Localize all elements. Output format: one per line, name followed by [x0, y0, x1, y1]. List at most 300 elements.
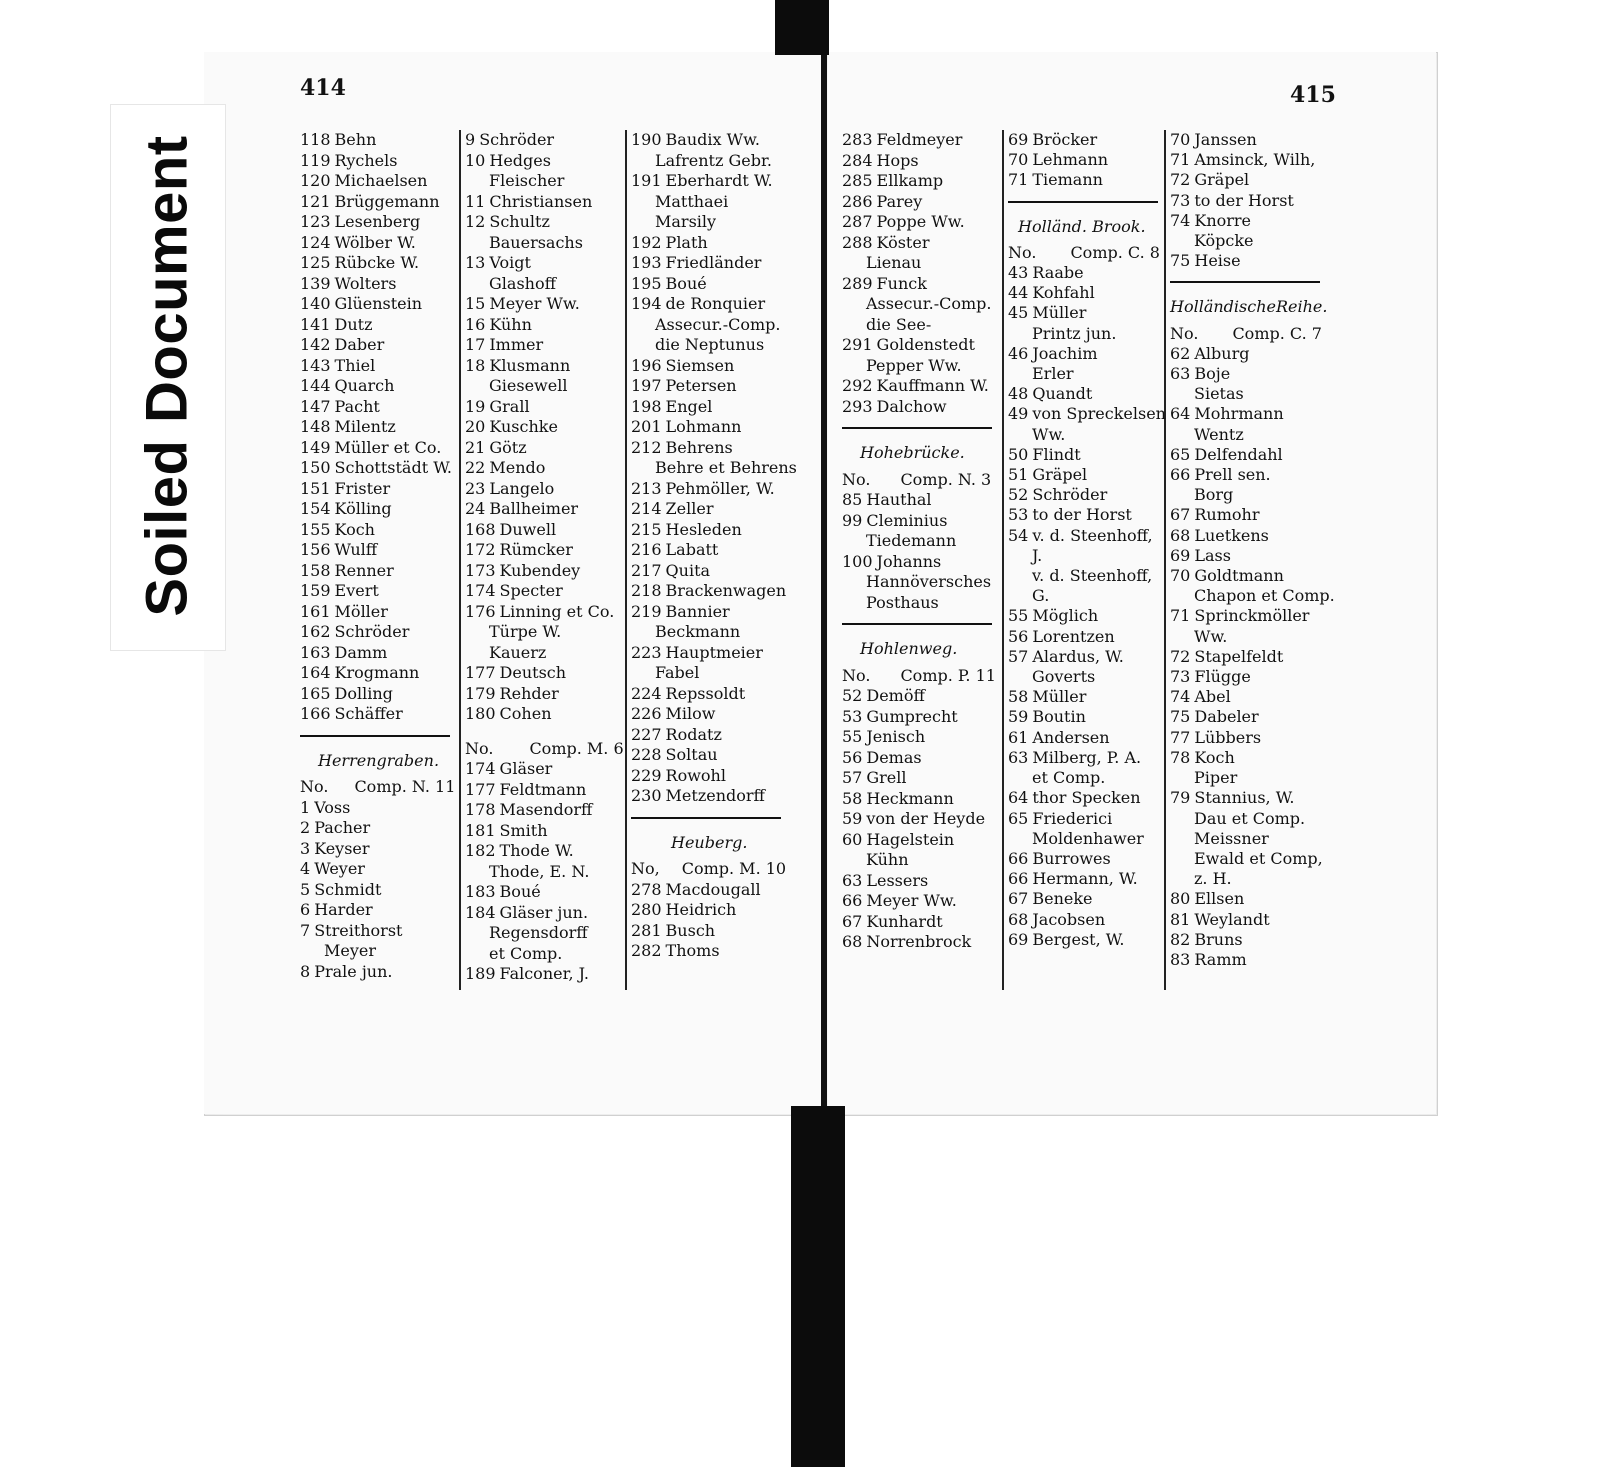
no-label: No. — [1008, 242, 1037, 262]
resident-name: Koch — [1194, 747, 1235, 767]
house-number: 58 — [1008, 687, 1029, 707]
directory-entry — [842, 490, 996, 511]
house-number: 55 — [1008, 606, 1029, 626]
house-number: 71 — [1170, 150, 1191, 170]
resident-name: Rübcke W. — [334, 253, 420, 272]
house-number: 6 — [300, 900, 311, 919]
house-number: 213 — [631, 478, 662, 498]
directory-entry — [465, 274, 624, 295]
directory-entry — [631, 663, 797, 684]
resident-name: Bröcker — [1032, 130, 1098, 149]
resident-name: Kühn — [866, 850, 909, 869]
directory-entry — [465, 520, 624, 541]
house-number: 73 — [1170, 667, 1191, 687]
resident-name: Glüenstein — [334, 294, 423, 313]
directory-entry — [300, 818, 455, 839]
directory-entry — [842, 192, 996, 213]
resident-name: Wentz — [1194, 424, 1244, 444]
directory-entry — [300, 458, 455, 479]
directory-entry — [1170, 170, 1335, 190]
directory-entry — [631, 684, 797, 705]
resident-name: Labatt — [665, 540, 719, 559]
directory-entry — [465, 602, 624, 623]
house-number: 60 — [842, 829, 863, 849]
resident-name: Milow — [665, 704, 716, 723]
house-number: 194 — [631, 294, 662, 313]
directory-entry — [1008, 910, 1166, 930]
resident-name: Frister — [334, 478, 391, 498]
resident-name: Thoms — [665, 941, 720, 960]
resident-name: Brüggemann — [334, 191, 440, 211]
house-number: 193 — [631, 253, 662, 272]
house-number: 125 — [300, 253, 331, 272]
directory-entry — [631, 356, 797, 377]
directory-entry — [1008, 889, 1166, 909]
resident-name: Alburg — [1194, 343, 1250, 363]
street-heading: Hohebrücke. — [860, 443, 965, 462]
resident-name: z. H. — [1194, 869, 1232, 889]
house-number: 43 — [1008, 263, 1029, 283]
directory-entry — [1008, 930, 1166, 950]
directory-entry — [300, 663, 455, 684]
directory-entry — [842, 531, 996, 552]
house-number: 226 — [631, 704, 662, 723]
resident-name: Erler — [1032, 364, 1074, 384]
directory-entry — [842, 253, 996, 274]
resident-name: to der Horst — [1032, 505, 1132, 525]
left-column-1 — [300, 130, 455, 982]
resident-name: Streithorst — [314, 920, 403, 940]
house-number: 164 — [300, 663, 331, 682]
directory-entry — [1170, 869, 1335, 889]
directory-entry — [465, 335, 624, 356]
house-number: 218 — [631, 581, 662, 600]
directory-entry — [300, 212, 455, 233]
resident-name: Feldtmann — [499, 779, 587, 799]
resident-name: die Neptunus — [655, 335, 765, 354]
house-number: 56 — [1008, 626, 1029, 646]
house-number: 192 — [631, 232, 662, 252]
resident-name: Möller — [334, 601, 388, 621]
resident-name: Ramm — [1194, 949, 1247, 969]
resident-name: Meyer Ww. — [866, 891, 957, 910]
resident-name: Köster — [876, 232, 930, 252]
house-number: 285 — [842, 171, 873, 190]
resident-name: Cohen — [499, 704, 552, 723]
house-number: 178 — [465, 800, 496, 819]
house-number: 80 — [1170, 889, 1191, 909]
house-number: 9 — [465, 130, 476, 149]
house-number: 143 — [300, 355, 331, 375]
directory-entry — [300, 376, 455, 397]
directory-entry — [1170, 809, 1335, 829]
house-number: 124 — [300, 232, 331, 252]
resident-name: Kauerz — [489, 642, 547, 662]
resident-name: Dolling — [334, 683, 393, 703]
resident-name: Ellsen — [1194, 889, 1245, 909]
no-label: No. — [465, 738, 494, 758]
directory-entry — [465, 780, 624, 801]
left-column-3 — [631, 130, 797, 962]
resident-name: Printz jun. — [1032, 323, 1117, 343]
resident-name: Müller et Co. — [334, 437, 442, 457]
house-number: 219 — [631, 601, 662, 621]
directory-entry — [631, 294, 797, 315]
directory-entry — [1008, 728, 1166, 748]
directory-entry — [631, 561, 797, 582]
resident-name: Milentz — [334, 417, 396, 436]
resident-name: von der Heyde — [866, 809, 986, 828]
resident-name: Specter — [499, 581, 563, 600]
house-number: 70 — [1170, 566, 1191, 586]
directory-entry — [1170, 829, 1335, 849]
resident-name: Chapon et Comp. — [1194, 586, 1335, 606]
resident-name: to der Horst — [1194, 190, 1294, 210]
street-heading: Herrengraben. — [318, 750, 440, 770]
directory-entry — [1008, 566, 1166, 586]
house-number: 166 — [300, 704, 331, 723]
resident-name: Pepper Ww. — [866, 355, 962, 375]
house-number: 155 — [300, 519, 331, 539]
directory-entry — [1008, 546, 1166, 566]
house-number: 44 — [1008, 283, 1029, 303]
directory-entry — [465, 882, 624, 903]
directory-entry — [1008, 170, 1166, 190]
resident-name: G. — [1032, 586, 1050, 606]
resident-name: Bergest, W. — [1032, 929, 1125, 949]
house-number: 10 — [465, 150, 486, 170]
house-number: 214 — [631, 499, 662, 518]
house-number: 168 — [465, 519, 496, 539]
house-number: 197 — [631, 376, 662, 395]
directory-entry — [1008, 344, 1166, 364]
directory-entry — [842, 397, 996, 418]
directory-entry — [1170, 231, 1335, 251]
directory-entry — [1008, 150, 1166, 170]
directory-entry — [1170, 950, 1335, 970]
house-number: 182 — [465, 841, 496, 860]
house-number: 149 — [300, 437, 331, 457]
house-number: 195 — [631, 273, 662, 293]
resident-name: Meyer Ww. — [489, 294, 580, 313]
house-number: 216 — [631, 540, 662, 559]
resident-name: Dalchow — [876, 396, 947, 416]
resident-name: Heidrich — [665, 900, 737, 919]
directory-entry — [631, 766, 797, 787]
directory-entry — [1170, 251, 1335, 271]
resident-name: Behn — [334, 130, 377, 149]
house-number: 158 — [300, 560, 331, 580]
house-number: 51 — [1008, 465, 1029, 485]
house-number: 69 — [1008, 130, 1029, 149]
directory-entry — [842, 789, 996, 810]
resident-name: Götz — [489, 437, 527, 457]
directory-entry — [465, 821, 624, 842]
resident-name: Dau et Comp. — [1194, 808, 1306, 828]
house-number: 142 — [300, 335, 331, 354]
resident-name: Daber — [334, 335, 385, 354]
directory-entry — [842, 830, 996, 851]
directory-entry — [1170, 849, 1335, 869]
resident-name: Feldmeyer — [876, 130, 963, 149]
house-number: 12 — [465, 212, 486, 231]
resident-name: Plath — [665, 232, 708, 252]
resident-name: Funck — [876, 273, 927, 293]
directory-entry — [842, 356, 996, 377]
resident-name: Masendorff — [499, 800, 593, 819]
resident-name: Flügge — [1194, 667, 1251, 687]
directory-entry — [1170, 150, 1335, 170]
house-number: 69 — [1170, 545, 1191, 565]
directory-entry — [842, 748, 996, 769]
directory-entry — [631, 376, 797, 397]
resident-name: Lesenberg — [334, 212, 421, 231]
resident-name: Behre et Behrens — [655, 458, 797, 477]
house-number: 144 — [300, 376, 331, 395]
resident-name: Assecur.-Comp. — [655, 314, 781, 334]
directory-entry — [631, 622, 797, 643]
house-number: 74 — [1170, 687, 1191, 707]
resident-name: Dabeler — [1194, 707, 1259, 727]
resident-name: Goldenstedt — [876, 335, 975, 354]
street-heading: Heuberg. — [671, 832, 748, 852]
directory-entry — [631, 192, 797, 213]
house-number: 69 — [1008, 929, 1029, 949]
house-number: 54 — [1008, 525, 1029, 545]
resident-name: Quita — [665, 560, 711, 580]
house-number: 223 — [631, 642, 662, 662]
resident-name: Dutz — [334, 314, 373, 334]
directory-entry — [300, 540, 455, 561]
house-number: 288 — [842, 232, 873, 252]
house-number: 53 — [1008, 505, 1029, 525]
directory-entry — [1008, 627, 1166, 647]
house-number: 224 — [631, 683, 662, 703]
company-label: Comp. M. 10 — [681, 859, 787, 878]
resident-name: Türpe W. — [489, 622, 562, 641]
directory-entry — [465, 704, 624, 725]
house-number: 65 — [1008, 808, 1029, 828]
resident-name: Siemsen — [665, 355, 735, 375]
resident-name: Kauffmann W. — [876, 376, 989, 395]
house-number: 156 — [300, 540, 331, 559]
directory-entry — [1170, 889, 1335, 909]
resident-name: Schottstädt W. — [334, 458, 452, 477]
house-number: 119 — [300, 150, 331, 170]
house-number: 162 — [300, 622, 331, 641]
resident-name: Hauptmeier — [665, 642, 763, 662]
house-number: 196 — [631, 355, 662, 375]
resident-name: Regensdorff — [489, 923, 588, 942]
house-number: 67 — [1170, 505, 1191, 525]
resident-name: Posthaus — [866, 592, 939, 612]
resident-name: Petersen — [665, 376, 737, 395]
directory-entry — [465, 622, 624, 643]
directory-entry — [1170, 586, 1335, 606]
resident-name: Moldenhawer — [1032, 828, 1144, 848]
resident-name: Boje — [1194, 364, 1231, 384]
house-number: 82 — [1170, 929, 1191, 949]
resident-name: Kubendey — [499, 560, 581, 580]
resident-name: Eberhardt W. — [665, 171, 773, 190]
resident-name: Burrowes — [1032, 848, 1111, 868]
house-number: 23 — [465, 478, 486, 498]
house-number: 50 — [1008, 444, 1029, 464]
bottom-clip-bar — [791, 1106, 845, 1467]
directory-entry — [300, 941, 455, 962]
directory-entry — [631, 253, 797, 274]
directory-entry — [465, 540, 624, 561]
resident-name: Pacher — [314, 818, 371, 837]
resident-name: Boutin — [1032, 707, 1086, 727]
resident-name: Grell — [866, 768, 907, 787]
resident-name: Mohrmann — [1194, 404, 1284, 424]
directory-entry — [631, 745, 797, 766]
house-number: 70 — [1170, 130, 1191, 149]
house-number: 147 — [300, 396, 331, 416]
directory-entry — [1008, 586, 1166, 606]
directory-entry — [1170, 930, 1335, 950]
resident-name: Luetkens — [1194, 525, 1269, 545]
house-number: 121 — [300, 191, 331, 211]
directory-entry — [1170, 687, 1335, 707]
house-number: 83 — [1170, 949, 1191, 969]
directory-entry — [1008, 425, 1166, 445]
resident-name: Baudix Ww. — [665, 130, 760, 149]
house-number: 118 — [300, 130, 331, 149]
directory-entry — [1170, 707, 1335, 727]
house-number: 65 — [1170, 444, 1191, 464]
resident-name: Bruns — [1194, 929, 1243, 949]
directory-entry — [631, 315, 797, 336]
house-number: 75 — [1170, 251, 1191, 271]
directory-entry — [465, 684, 624, 705]
directory-entry — [300, 315, 455, 336]
resident-name: Andersen — [1032, 727, 1110, 747]
resident-name: Rowohl — [665, 765, 726, 785]
directory-entry — [842, 912, 996, 933]
house-number: 22 — [465, 458, 486, 477]
house-number: 174 — [465, 759, 496, 778]
resident-name: Stannius, W. — [1194, 788, 1295, 808]
resident-name: Michaelsen — [334, 171, 428, 190]
directory-entry — [631, 417, 797, 438]
resident-name: Linning et Co. — [499, 601, 615, 621]
directory-entry — [465, 944, 624, 965]
house-number: 16 — [465, 314, 486, 334]
house-number: 5 — [300, 879, 311, 899]
directory-entry — [1170, 526, 1335, 546]
directory-entry — [1170, 788, 1335, 808]
resident-name: Zeller — [665, 499, 714, 518]
house-number: 179 — [465, 683, 496, 703]
resident-name: Norrenbrock — [866, 932, 972, 951]
directory-entry — [842, 686, 996, 707]
company-line — [842, 470, 996, 491]
street-heading: HolländischeReihe. — [1170, 297, 1328, 317]
resident-name: Weylandt — [1194, 909, 1270, 929]
no-label: No. — [842, 665, 871, 685]
resident-name: Piper — [1194, 768, 1238, 788]
book-spine — [821, 52, 827, 1114]
house-number: 11 — [465, 191, 486, 211]
resident-name: Thode W. — [499, 841, 574, 860]
directory-entry — [1170, 364, 1335, 384]
directory-entry — [842, 768, 996, 789]
house-number: 73 — [1170, 190, 1191, 210]
directory-entry — [631, 458, 797, 479]
page-number-left: 414 — [300, 75, 346, 101]
house-number: 68 — [1170, 525, 1191, 545]
house-number: 63 — [1008, 747, 1029, 767]
directory-entry — [1008, 869, 1166, 889]
directory-entry — [1008, 647, 1166, 667]
no-label: No, — [631, 859, 660, 878]
resident-name: Sietas — [1194, 384, 1244, 404]
directory-entry — [300, 417, 455, 438]
resident-name: Johanns — [876, 551, 942, 571]
house-number: 278 — [631, 879, 662, 899]
directory-entry — [631, 941, 797, 962]
directory-entry — [1170, 627, 1335, 647]
resident-name: Thode, E. N. — [489, 861, 590, 881]
house-number: 163 — [300, 642, 331, 662]
house-number: 3 — [300, 838, 311, 858]
directory-entry — [1170, 647, 1335, 667]
resident-name: Engel — [665, 396, 713, 416]
directory-entry — [1008, 485, 1166, 505]
right-column-2 — [1008, 130, 1166, 950]
resident-name: Möglich — [1032, 606, 1099, 626]
resident-name: Jenisch — [866, 727, 926, 746]
directory-entry — [1170, 748, 1335, 768]
house-number: 99 — [842, 510, 863, 530]
directory-entry — [1008, 687, 1166, 707]
resident-name: Demas — [866, 747, 922, 767]
directory-entry — [1008, 849, 1166, 869]
resident-name: Boué — [499, 882, 541, 901]
resident-name: Behrens — [665, 437, 733, 457]
directory-entry — [1170, 768, 1335, 788]
resident-name: Metzendorff — [665, 786, 765, 805]
house-number: 71 — [1170, 606, 1191, 626]
directory-entry — [842, 511, 996, 532]
resident-name: Lafrentz Gebr. — [655, 150, 772, 170]
resident-name: Marsily — [655, 212, 717, 231]
company-label: Comp. M. 6 — [529, 738, 624, 758]
house-number: 165 — [300, 683, 331, 703]
directory-entry — [300, 962, 455, 983]
directory-entry — [1008, 768, 1166, 788]
house-number: 161 — [300, 601, 331, 621]
house-number: 151 — [300, 478, 331, 498]
directory-entry — [465, 151, 624, 172]
resident-name: Fabel — [655, 663, 700, 682]
directory-entry — [300, 499, 455, 520]
house-number: 21 — [465, 437, 486, 457]
resident-name: Friederici — [1032, 808, 1113, 828]
house-number: 181 — [465, 820, 496, 840]
house-number: 67 — [1008, 889, 1029, 909]
directory-entry — [465, 499, 624, 520]
directory-entry — [842, 891, 996, 912]
directory-entry — [300, 171, 455, 192]
house-number: 20 — [465, 417, 486, 436]
resident-name: J. — [1032, 545, 1043, 565]
resident-name: Schröder — [1032, 485, 1108, 505]
directory-entry — [300, 859, 455, 880]
resident-name: Gräpel — [1032, 465, 1088, 485]
